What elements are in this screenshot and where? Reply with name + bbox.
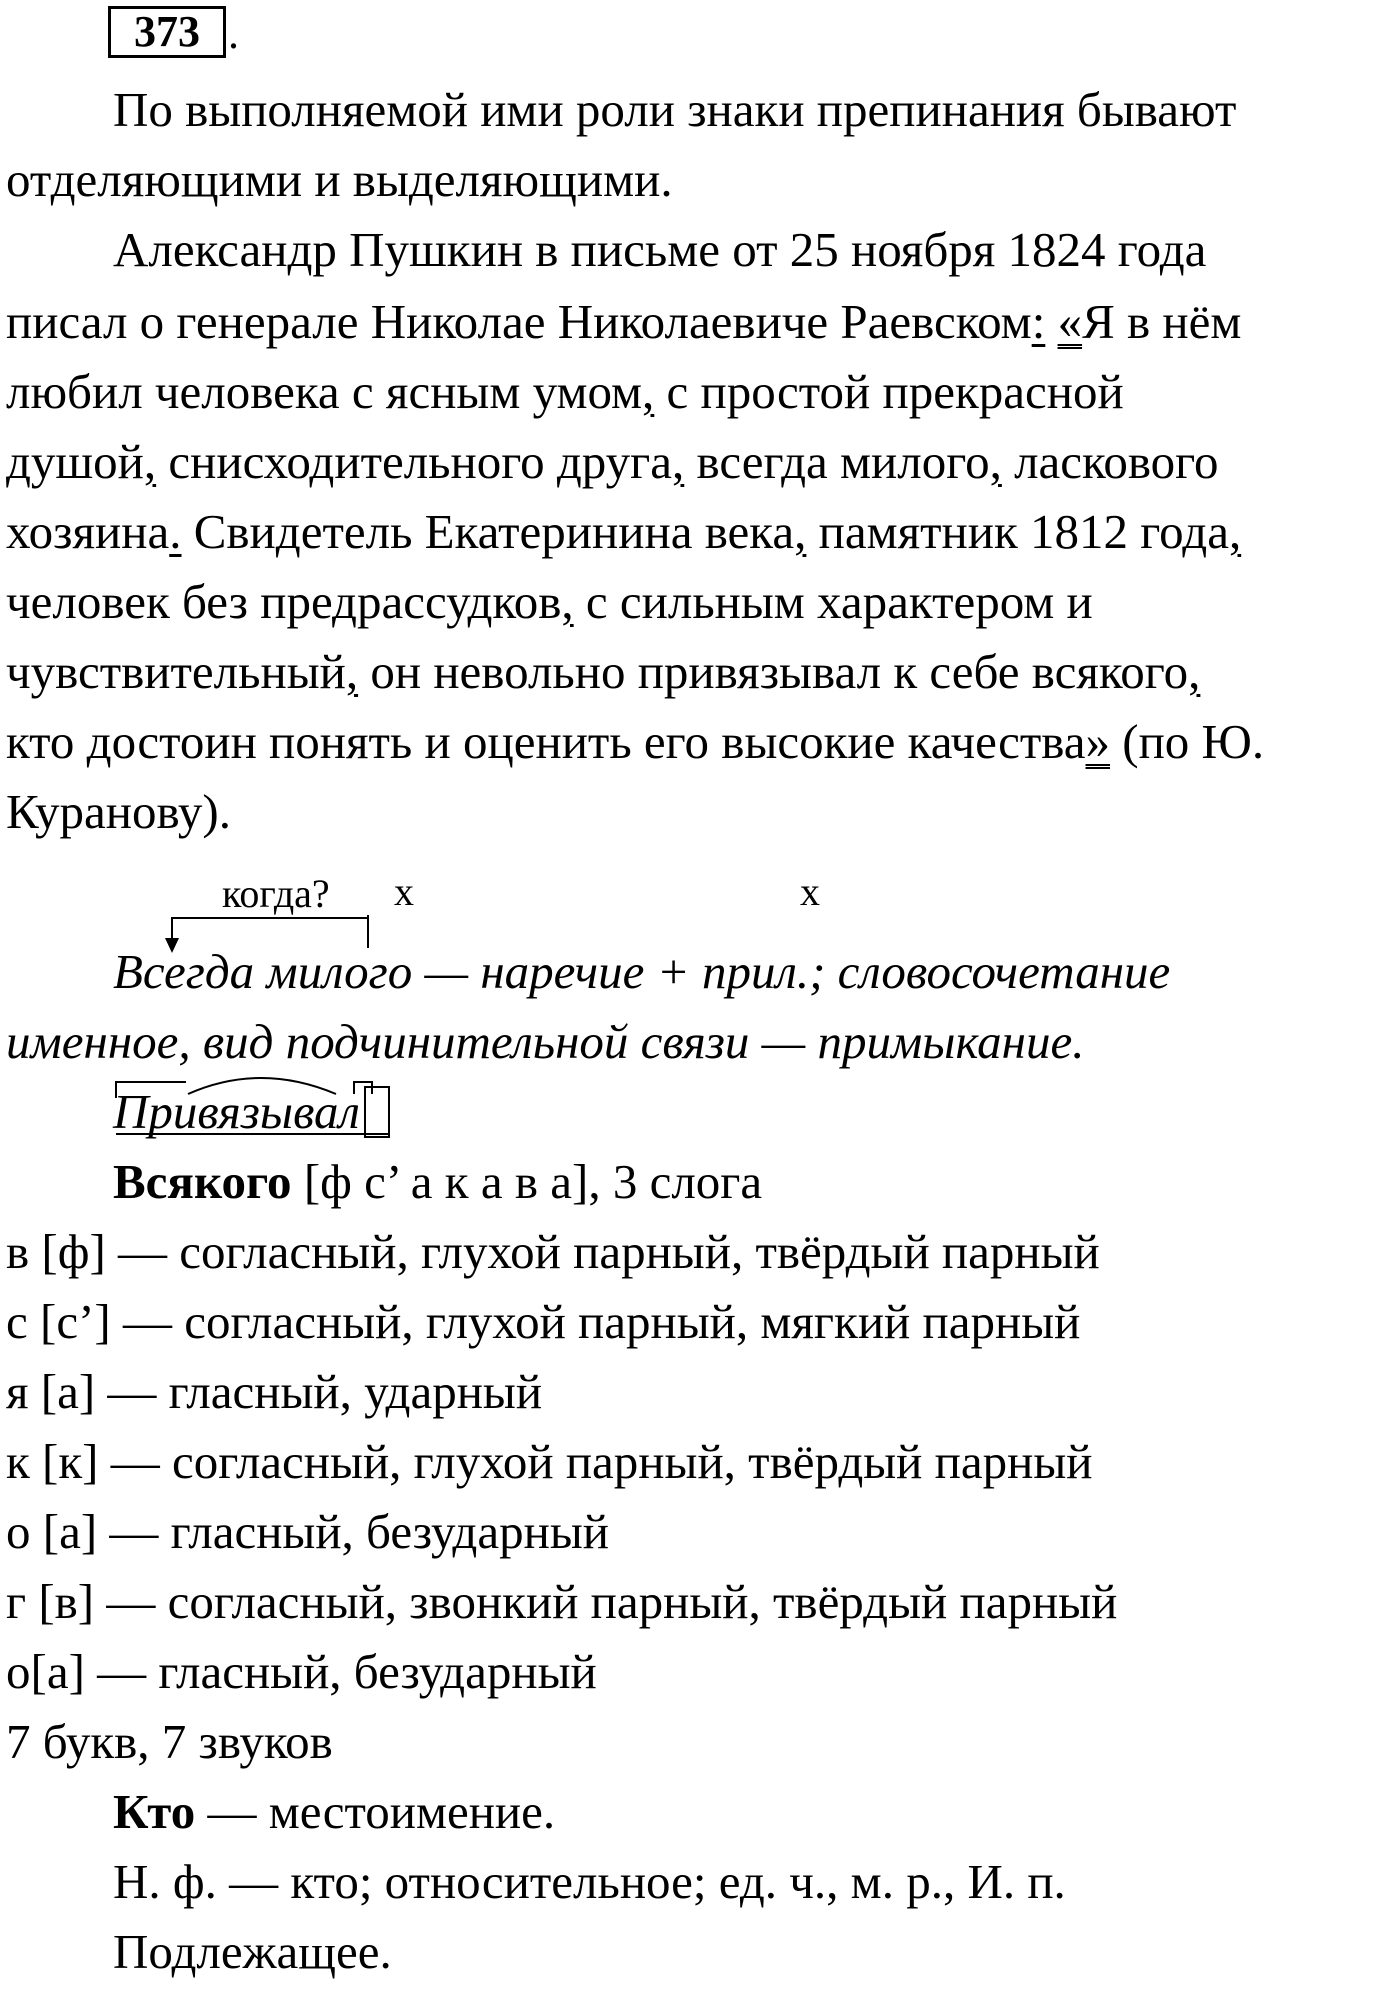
phonetic-header — [113, 1152, 1400, 1212]
colon-mark: : — [1031, 294, 1046, 349]
morphemic-analysis — [113, 1082, 1400, 1142]
intro-line-1: По выполняемой ими роли знаки препинания бывают — [113, 82, 1237, 137]
comma-mark: , — [561, 574, 574, 629]
open-quote-mark: « — [1057, 294, 1083, 349]
x-mark-1: х — [394, 869, 414, 914]
phonetic-row: о [а] — гласный, безударный — [6, 1504, 609, 1559]
phonetic-row: к [к] — согласный, глухой парный, твёрдый парный — [6, 1434, 1093, 1489]
morphemic-word: Привязывал — [113, 1084, 360, 1139]
phrase-analysis-line-1: Всегда милого — наречие + прил.; словосочетание — [113, 944, 1171, 999]
comma-mark: , — [1188, 644, 1201, 699]
quote-line-1: Александр Пушкин в письме от 25 ноября 1824 года — [113, 222, 1207, 277]
quote-line-4: душой, снисходительного друга, всегда милого, ласкового — [6, 434, 1219, 489]
quote-line-5: хозяина. Свидетель Екатеринина века, памятник 1812 года, — [6, 504, 1242, 559]
phonetic-row: я [а] — гласный, ударный — [6, 1364, 543, 1419]
quote-line-2: писал о генерале Николае Николаевиче Раевском: «Я в нём — [6, 294, 1242, 349]
question-label: когда? — [222, 871, 330, 916]
comma-mark: , — [794, 504, 807, 559]
comma-mark: , — [672, 434, 685, 489]
comma-mark: , — [989, 434, 1002, 489]
pronoun-word: Кто — [113, 1784, 196, 1839]
quote-line-8: кто достоин понять и оценить его высокие качества» (по Ю. — [6, 714, 1265, 769]
phonetic-summary: 7 букв, 7 звуков — [6, 1714, 333, 1769]
phonetic-transcription: [ф с’ а к а в а], 3 слога — [291, 1154, 763, 1209]
pronoun-features: Н. ф. — кто; относительное; ед. ч., м. р., И. п. — [113, 1854, 1066, 1909]
comma-mark: , — [345, 644, 359, 699]
x-mark-2: х — [800, 869, 820, 914]
phonetic-row: о[а] — гласный, безударный — [6, 1644, 597, 1699]
phonetic-row: в [ф] — согласный, глухой парный, твёрдый парный — [6, 1224, 1100, 1279]
comma-mark: , — [642, 364, 655, 419]
phonetic-row: с [с’] — согласный, глухой парный, мягкий парный — [6, 1294, 1081, 1349]
phonetic-word: Всякого — [113, 1154, 292, 1209]
pronoun-header: Кто — местоимение. — [113, 1784, 556, 1839]
ending-box — [364, 1086, 390, 1138]
quote-line-9: Куранову). — [6, 784, 231, 839]
phonetic-row: г [в] — согласный, звонкий парный, твёрдый парный — [6, 1574, 1118, 1629]
comma-mark: , — [1228, 504, 1242, 559]
quote-line-3: любил человека с ясным умом, с простой прекрасной — [6, 364, 1124, 419]
close-quote-mark: » — [1085, 714, 1111, 769]
quote-line-7: чувствительный, он невольно привязывал к себе всякого, — [6, 644, 1201, 699]
period-mark: . — [169, 504, 182, 559]
intro-line-2: отделяющими и выделяющими. — [6, 152, 673, 207]
task-number-dot: . — [228, 9, 239, 58]
task-number: 373 — [108, 6, 226, 58]
pronoun-role: Подлежащее. — [113, 1924, 392, 1979]
comma-mark: , — [143, 434, 157, 489]
quote-line-6: человек без предрассудков, с сильным характером и — [6, 574, 1093, 629]
phrase-analysis-line-2: именное, вид подчинительной связи — примыкание. — [6, 1014, 1085, 1069]
